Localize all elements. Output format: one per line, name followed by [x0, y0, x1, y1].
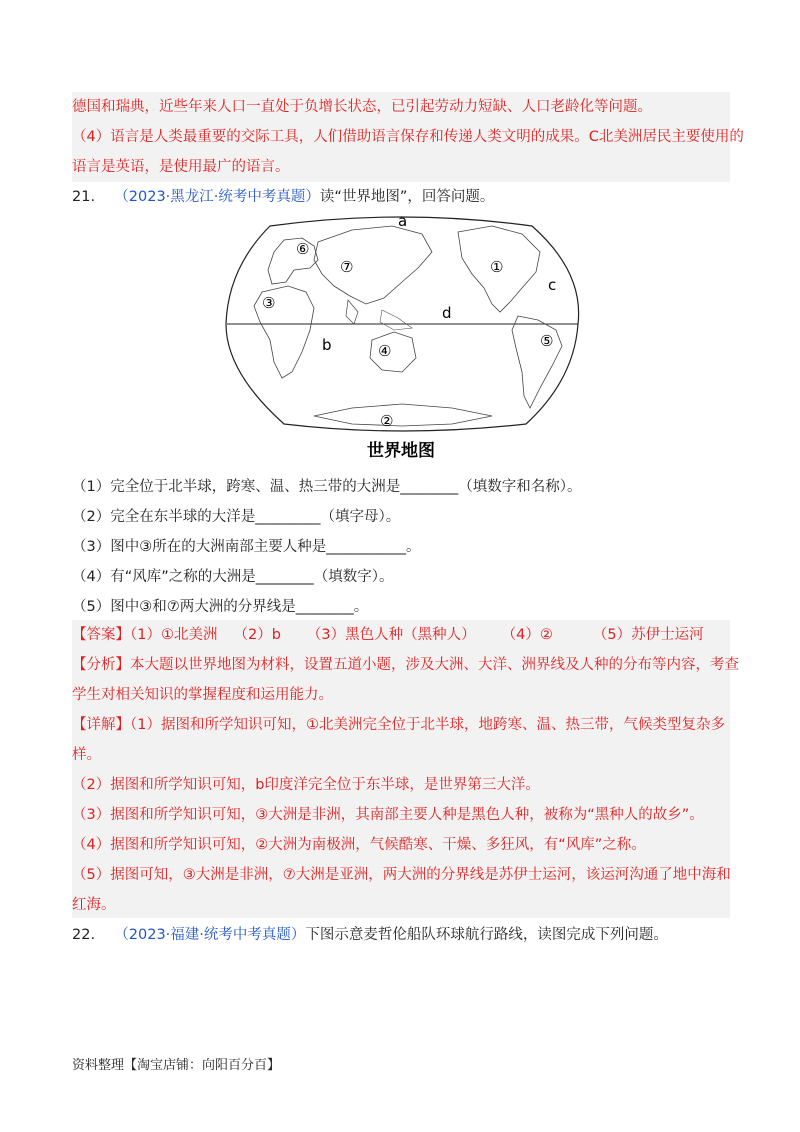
question-number: 22. — [72, 927, 96, 943]
world-map — [222, 212, 580, 462]
label-7: ⑦ — [340, 258, 354, 276]
answer-item: （3）黑色人种（黑种人） — [306, 627, 476, 643]
subquestion: （5）图中③和⑦两大洲的分界线是________。 — [72, 599, 369, 615]
label-6: ⑥ — [296, 240, 310, 258]
detail-line: （2）据图和所学知识可知，b印度洋完全位于东半球，是世界第三大洋。 — [72, 777, 540, 793]
page-footer: 资料整理【淘宝店铺：向阳百分百】 — [72, 1058, 281, 1073]
answer-item: （2）b — [233, 627, 281, 643]
question-22-header — [72, 920, 732, 950]
detail-line: （3）据图和所学知识可知，③大洲是非洲，其南部主要人种是黑色人种，被称为“黑种人的故乡”。 — [72, 807, 704, 823]
analysis-line: 学生对相关知识的掌握程度和运用能力。 — [72, 687, 333, 703]
detail-line: （4）据图和所学知识可知，②大洲为南极洲，气候酷寒、干燥、多狂风，有“风库”之称。 — [72, 837, 646, 853]
label-2: ② — [380, 412, 394, 430]
question-21-header — [72, 182, 732, 212]
answer-item: （1）①北美洲 — [130, 627, 218, 643]
answer-block — [72, 620, 739, 918]
question-number: 21. — [72, 189, 96, 205]
analysis-line — [72, 650, 739, 680]
question-source: （2023·福建·统考中考真题） — [114, 927, 306, 943]
answer-tag: 【答案】 — [72, 627, 130, 643]
label-1: ① — [490, 258, 504, 276]
answer-line — [72, 620, 730, 650]
detail-line — [72, 710, 730, 740]
label-3: ③ — [262, 294, 276, 312]
subquestion: （3）图中③所在的大洲南部主要人种是___________。 — [72, 539, 421, 555]
question-source: （2023·黑龙江·统考中考真题） — [114, 189, 320, 205]
subquestion: （4）有“风库”之称的大洲是________（填数字）。 — [72, 569, 394, 585]
previous-answer-block — [72, 92, 744, 182]
prev-answer-line: 德国和瑞典，近些年来人口一直处于负增长状态，已引起劳动力短缺、人口老龄化等问题。 — [72, 99, 652, 115]
prev-answer-line: （4）语言是人类最重要的交际工具，人们借助语言保存和传递人类文明的成果。C北美洲居民主要使用的 — [72, 129, 744, 145]
label-a: a — [398, 212, 408, 230]
world-map-figure — [222, 212, 580, 462]
question-prompt: 下图示意麦哲伦船队环球航行路线，读图完成下列问题。 — [305, 927, 668, 943]
detail-line: （5）据图可知，③大洲是非洲，⑦大洲是亚洲，两大洲的分界线是苏伊士运河，该运河沟通了地中海和 — [72, 867, 731, 883]
label-d: d — [442, 304, 452, 322]
analysis-tag: 【分析】 — [72, 657, 130, 673]
subquestion: （2）完全在东半球的大洋是_________（填字母）。 — [72, 509, 401, 525]
subquestion: （1）完全位于北半球，跨寒、温、热三带的大洲是________（填数字和名称）。 — [72, 479, 582, 495]
answer-item: （5）苏伊士运河 — [592, 627, 704, 643]
label-b: b — [322, 336, 332, 354]
detail-line: 红海。 — [72, 897, 116, 913]
analysis-text: 本大题以世界地图为材料，设置五道小题，涉及大洲、大洋、洲界线及人种的分布等内容，考查 — [130, 657, 739, 673]
answer-item: （4）② — [501, 627, 553, 643]
detail-text: （1）据图和所学知识可知，①北美洲完全位于北半球，地跨寒、温、热三带，气候类型复杂多 — [130, 717, 725, 733]
detail-tag: 【详解】 — [72, 717, 130, 733]
prev-answer-line: 语言是英语，是使用最广的语言。 — [72, 159, 290, 175]
label-4: ④ — [378, 342, 392, 360]
label-5: ⑤ — [540, 332, 554, 350]
label-c: c — [548, 276, 557, 294]
map-caption: 世界地图 — [367, 441, 435, 461]
detail-line: 样。 — [72, 747, 101, 763]
question-prompt: 读“世界地图”，回答问题。 — [319, 189, 495, 205]
